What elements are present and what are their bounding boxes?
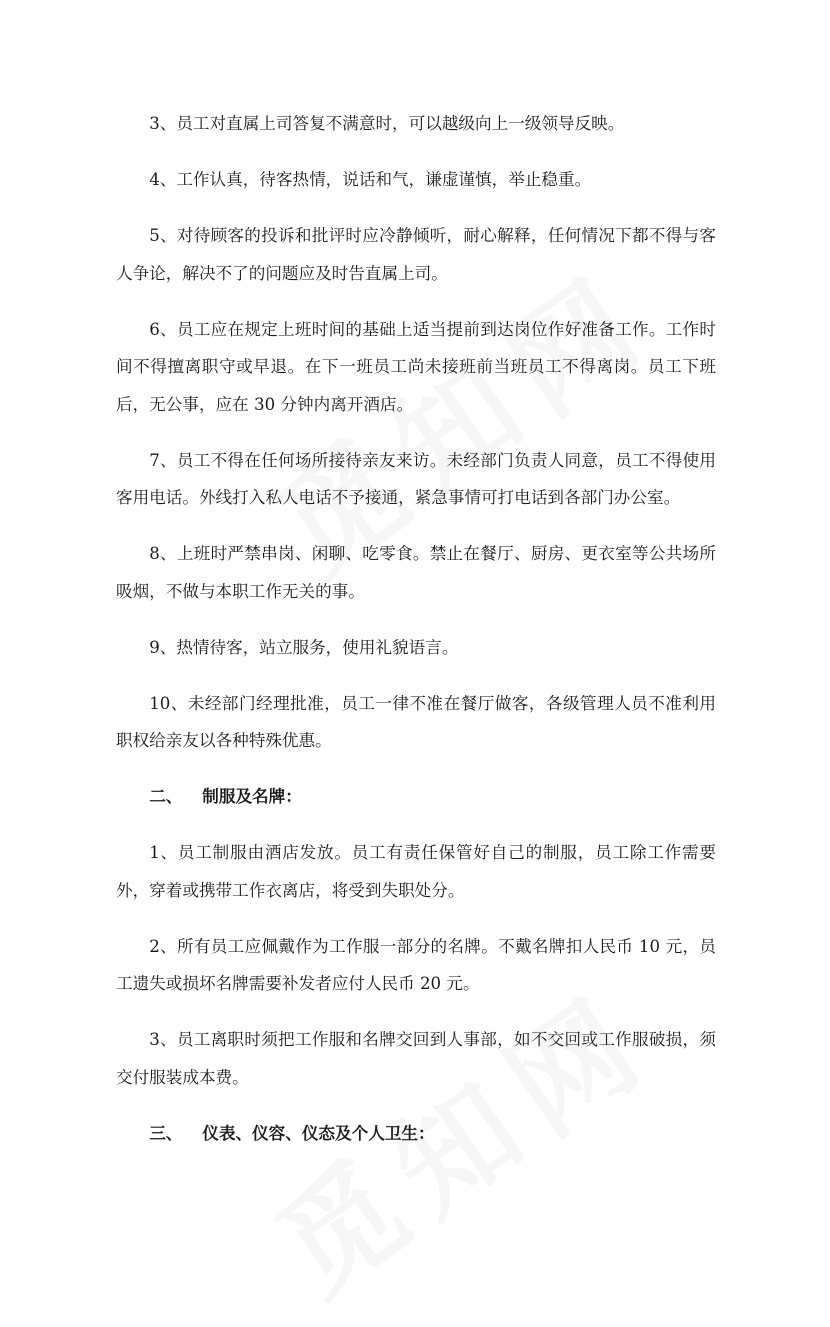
paragraph-item-9: 9、热情待客，站立服务，使用礼貌语言。 [149,637,459,657]
paragraph-item-3: 3、员工对直属上司答复不满意时，可以越级向上一级领导反映。 [149,114,625,133]
paragraph-item-4: 4、工作认真，待客热情，说话和气，谦虚谨慎，举止稳重。 [149,170,592,189]
uniform-item-2: 2、所有员工应佩戴作为工作服一部分的名牌。不戴名牌扣人民币 10 元，员工遗失或损坏名牌需要补发者应付人民币 20 元。 [116,936,716,993]
paragraph-item-5: 5、对待顾客的投诉和批评时应冷静倾听，耐心解释，任何情况下都不得与客人争论，解决不了的问题应及时告直属上司。 [116,226,716,283]
paragraph-item-7: 7、员工不得在任何场所接待亲友来访。未经部门负责人同意，员工不得使用客用电话。外线打入私人电话不予接通，紧急事情可打电话到各部门办公室。 [116,450,716,507]
section-heading-appearance [116,1115,716,1153]
paragraph-item-10: 10、未经部门经理批准，员工一律不准在餐厅做客，各级管理人员不准利用职权给亲友以各种特殊优惠。 [116,693,716,750]
section-heading-uniform [116,778,716,816]
section-title: 制服及名牌： [202,786,302,806]
paragraph-item-8: 8、上班时严禁串岗、闲聊、吃零食。禁止在餐厅、厨房、更衣室等公共场所吸烟，不做与本职工作无关的事。 [116,544,716,601]
uniform-item-3: 3、员工离职时须把工作服和名牌交回到人事部，如不交回或工作服破损，须交付服装成本费。 [116,1030,716,1087]
section-title: 仪表、仪容、仪态及个人卫生： [202,1122,435,1143]
paragraph-item-6: 6、员工应在规定上班时间的基础上适当提前到达岗位作好准备工作。工作时间不得擅离职守或早退。在下一班员工尚未接班前当班员工不得离岗。员工下班后，无公事，应在 30 分钟内离开酒店。 [116,319,716,414]
document-body [116,105,716,1171]
uniform-item-1: 1、员工制服由酒店发放。员工有责任保管好自己的制服，员工除工作需要外，穿着或携带工作衣离店，将受到失职处分。 [116,843,716,900]
section-number: 二、 [149,786,183,806]
section-number: 三、 [149,1122,183,1143]
